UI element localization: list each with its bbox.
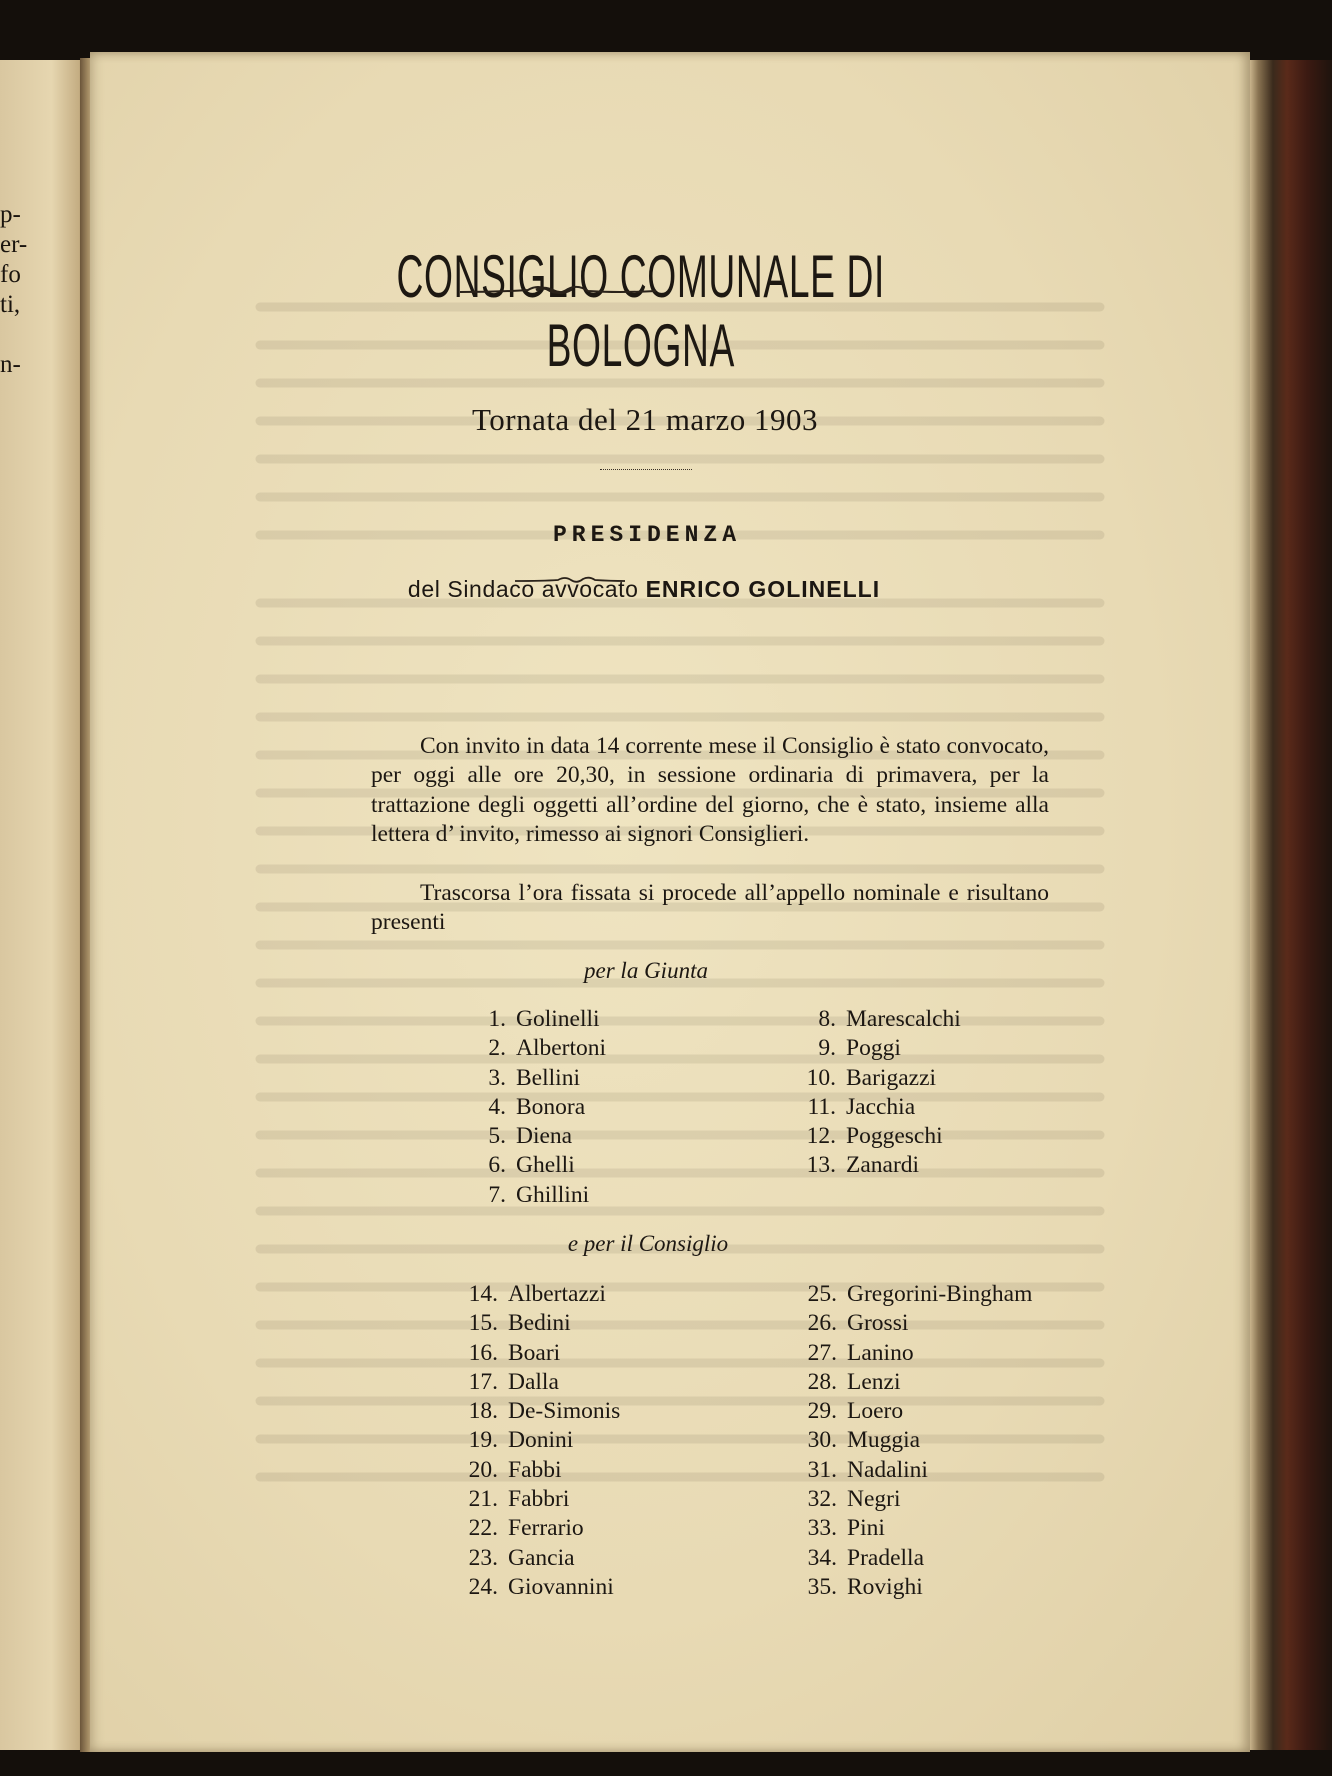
list-number: 27. — [807, 1339, 837, 1366]
list-number: 15. — [468, 1310, 498, 1337]
presidency-line — [90, 576, 1198, 603]
document-page — [90, 52, 1250, 1752]
list-number: 22. — [468, 1515, 498, 1542]
member-name: Marescalchi — [846, 1006, 961, 1032]
list-item — [456, 1280, 620, 1309]
left-fragment: p- — [0, 201, 21, 228]
presidency-name: ENRICO GOLINELLI — [645, 576, 881, 602]
member-name: Bedini — [508, 1310, 571, 1337]
member-name: Pini — [847, 1515, 885, 1542]
list-item — [466, 1122, 606, 1151]
list-item — [456, 1485, 620, 1514]
list-number: 35. — [807, 1573, 837, 1600]
list-number: 28. — [807, 1368, 837, 1395]
giunta-heading: per la Giunta — [584, 958, 708, 983]
list-item — [796, 1093, 961, 1122]
member-name: Ferrario — [508, 1515, 584, 1542]
list-number: 30. — [807, 1427, 837, 1454]
member-name: Zanardi — [846, 1152, 920, 1179]
list-item — [466, 1064, 606, 1093]
list-item — [795, 1485, 1032, 1514]
list-item — [795, 1339, 1032, 1368]
member-name: Poggeschi — [846, 1123, 943, 1150]
list-item — [795, 1280, 1032, 1309]
presidency-label: PRESIDENZA — [552, 522, 742, 548]
left-fragment: fo — [0, 261, 21, 288]
list-item — [795, 1514, 1032, 1543]
member-name: Albertazzi — [508, 1281, 606, 1307]
member-name: Gancia — [508, 1544, 575, 1571]
list-item — [456, 1544, 620, 1573]
list-number: 24. — [468, 1573, 498, 1600]
list-item — [466, 1005, 606, 1034]
consiglio-list-left — [456, 1280, 620, 1602]
list-item — [456, 1573, 620, 1602]
paragraph-convocation: Con invito in data 14 corrente mese il Consiglio è stato convocato, per oggi alle ore 20,30, in sessione ordinaria di primavera, per la trattazione degli oggetti all’ordine del giorno, che è stato, insieme alla lettera d’ invito, rimesso ai signori Consiglieri. — [371, 733, 1049, 847]
list-number: 9. — [818, 1035, 836, 1062]
member-name: Rovighi — [847, 1573, 923, 1600]
left-fragment — [0, 320, 27, 350]
list-number: 19. — [468, 1427, 498, 1454]
member-name: Grossi — [847, 1310, 909, 1337]
member-name: Nadalini — [847, 1456, 928, 1483]
list-item — [796, 1151, 961, 1180]
presidency-ornament — [513, 573, 627, 587]
list-number: 8. — [818, 1006, 836, 1032]
list-number: 17. — [468, 1368, 498, 1395]
member-name: Golinelli — [516, 1006, 600, 1032]
list-number: 31. — [807, 1456, 837, 1483]
list-number: 1. — [488, 1006, 506, 1032]
left-fragment: n- — [0, 351, 21, 378]
list-item — [456, 1456, 620, 1485]
member-name: Gregorini-Bingham — [847, 1281, 1033, 1307]
list-item — [456, 1397, 620, 1426]
list-number: 18. — [468, 1398, 498, 1425]
list-item — [795, 1544, 1032, 1573]
session-date: Tornata del 21 marzo 1903 — [471, 402, 819, 437]
giunta-list-left — [466, 1005, 606, 1210]
list-number: 20. — [468, 1456, 498, 1483]
list-item — [795, 1426, 1032, 1455]
member-name: Fabbi — [508, 1456, 562, 1483]
member-name: Bonora — [516, 1093, 586, 1120]
list-item — [456, 1309, 620, 1338]
paragraph-roll-call: Trascorsa l’ora fissata si procede all’appello nominale e risultano presenti — [371, 880, 1049, 936]
member-name: Boari — [508, 1339, 561, 1366]
member-name: Poggi — [846, 1035, 901, 1062]
list-number: 32. — [807, 1486, 837, 1513]
consiglio-heading: e per il Consiglio — [567, 1231, 729, 1256]
list-item — [466, 1181, 606, 1210]
member-name: Pradella — [847, 1544, 924, 1571]
left-fragment: ti, — [0, 291, 21, 318]
member-name: Ghillini — [516, 1181, 590, 1208]
list-number: 3. — [488, 1064, 506, 1091]
list-item — [456, 1514, 620, 1543]
list-item — [466, 1151, 606, 1180]
divider — [600, 469, 692, 470]
left-page-edge — [0, 60, 86, 1750]
list-number: 14. — [468, 1281, 498, 1307]
left-page-text — [0, 200, 27, 380]
list-item — [456, 1368, 620, 1397]
member-name: Jacchia — [846, 1093, 916, 1120]
list-item — [795, 1397, 1032, 1426]
member-name: Albertoni — [516, 1035, 607, 1062]
member-name: Lenzi — [847, 1368, 901, 1395]
list-number: 13. — [806, 1152, 836, 1179]
title-ornament — [458, 280, 658, 302]
list-number: 21. — [468, 1486, 498, 1513]
consiglio-list-right — [795, 1280, 1032, 1602]
list-number: 34. — [807, 1544, 837, 1571]
member-name: Muggia — [847, 1427, 921, 1454]
list-item — [796, 1122, 961, 1151]
list-item — [795, 1368, 1032, 1397]
list-number: 2. — [488, 1035, 506, 1062]
member-name: Bellini — [516, 1064, 580, 1091]
list-number: 7. — [488, 1181, 506, 1208]
list-number: 33. — [807, 1515, 837, 1542]
presidency-prefix: del Sindaco avvocato — [407, 576, 639, 602]
list-number: 10. — [806, 1064, 836, 1091]
list-number: 4. — [488, 1093, 506, 1120]
list-item — [456, 1339, 620, 1368]
member-name: Donini — [508, 1427, 574, 1454]
list-item — [796, 1034, 961, 1063]
list-item — [466, 1034, 606, 1063]
member-name: Loero — [847, 1398, 904, 1425]
list-item — [796, 1064, 961, 1093]
list-item — [795, 1573, 1032, 1602]
list-number: 25. — [807, 1281, 837, 1307]
member-name: Lanino — [847, 1339, 914, 1366]
list-number: 11. — [807, 1093, 836, 1120]
list-item — [466, 1093, 606, 1122]
list-item — [456, 1426, 620, 1455]
list-number: 6. — [488, 1152, 506, 1179]
member-name: Diena — [516, 1123, 573, 1150]
list-number: 5. — [488, 1123, 506, 1150]
list-number: 23. — [468, 1544, 498, 1571]
list-item — [795, 1309, 1032, 1338]
list-item — [796, 1005, 961, 1034]
list-number: 26. — [807, 1310, 837, 1337]
list-number: 16. — [468, 1339, 498, 1366]
member-name: Barigazzi — [846, 1064, 937, 1091]
member-name: Ghelli — [516, 1152, 575, 1179]
member-name: Dalla — [508, 1368, 559, 1395]
list-number: 29. — [807, 1398, 837, 1425]
list-number: 12. — [806, 1123, 836, 1150]
book-cover-edge — [1250, 60, 1332, 1750]
giunta-list-right — [796, 1005, 961, 1181]
left-fragment: er- — [0, 231, 28, 258]
member-name: Fabbri — [508, 1486, 570, 1513]
member-name: De-Simonis — [508, 1398, 621, 1425]
member-name: Giovannini — [508, 1573, 614, 1600]
page-title: CONSIGLIO COMUNALE DI BOLOGNA — [396, 243, 885, 379]
member-name: Negri — [847, 1486, 901, 1513]
list-item — [795, 1456, 1032, 1485]
